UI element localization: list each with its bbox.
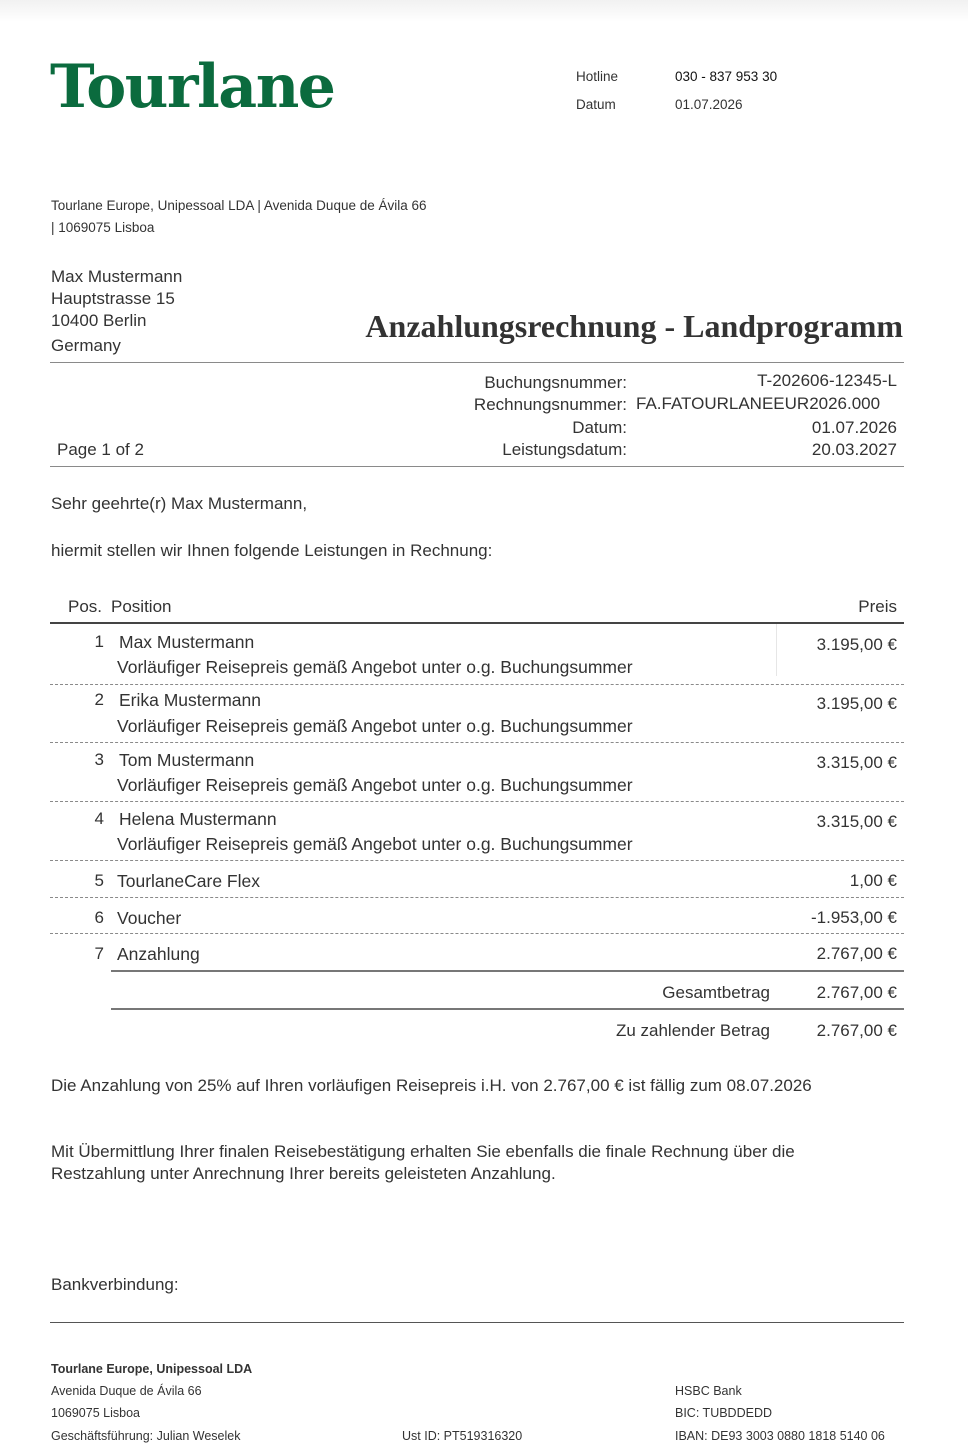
row-divider [50, 860, 904, 861]
subtotal-rule [111, 970, 904, 972]
row-1-pos: 1 [94, 632, 104, 651]
row-5-name: TourlaneCare Flex [117, 871, 260, 891]
row-4-desc: Vorläufiger Reisepreis gemäß Angebot unter o.g. Buchungsummer [117, 834, 633, 854]
row-6-price: -1.953,00 € [810, 908, 897, 927]
footer-city: 1069075 Lisboa [51, 1406, 140, 1420]
row-6-pos: 6 [94, 908, 104, 927]
row-4-price: 3.315,00 € [816, 812, 897, 831]
col-header-position: Position [111, 597, 172, 616]
row-divider [50, 684, 904, 685]
page-indicator: Page 1 of 2 [57, 440, 144, 459]
row-7-pos: 7 [94, 944, 104, 963]
amount-due-value: 2.767,00 € [816, 1021, 897, 1040]
row-divider [50, 933, 904, 934]
row-7-price: 2.767,00 € [816, 944, 897, 963]
final-invoice-note-line-1: Mit Übermittlung Ihrer finalen Reisebestätigung erhalten Sie ebenfalls die finale Rechnung über die [51, 1142, 795, 1161]
salutation: Sehr geehrte(r) Max Mustermann, [51, 494, 308, 513]
col-header-pos: Pos. [68, 597, 103, 616]
recipient-country: Germany [51, 336, 121, 355]
invoice-number-value: FA.FATOURLANEEUR2026.000 [636, 394, 881, 413]
document-title: Anzahlungsrechnung - Landprogramm [365, 308, 903, 344]
meta-divider [50, 466, 904, 467]
header-date-label: Datum [576, 97, 616, 112]
final-invoice-note-line-2: Restzahlung unter Anrechnung Ihrer bereits geleisteten Anzahlung. [51, 1164, 556, 1183]
footer-vat-id: Ust ID: PT519316320 [402, 1429, 523, 1443]
sender-line-2: | 1069075 Lisboa [51, 220, 155, 235]
row-5-price: 1,00 € [849, 871, 897, 890]
row-5-pos: 5 [94, 871, 104, 890]
row-1-desc: Vorläufiger Reisepreis gemäß Angebot unter o.g. Buchungsummer [117, 657, 633, 677]
footer-street: Avenida Duque de Ávila 66 [51, 1384, 202, 1398]
col-header-price: Preis [858, 597, 897, 616]
row-3-price: 3.315,00 € [816, 753, 897, 772]
recipient-name: Max Mustermann [51, 267, 183, 286]
invoice-date-value: 01.07.2026 [811, 418, 897, 437]
booking-number-value: T-202606-12345-L [757, 371, 897, 390]
row-2-desc: Vorläufiger Reisepreis gemäß Angebot unter o.g. Buchungsummer [117, 716, 633, 736]
title-divider [50, 362, 904, 363]
tourlane-logo: Tourlane [50, 52, 335, 122]
footer-bank-name: HSBC Bank [675, 1384, 742, 1398]
row-7-name: Anzahlung [117, 944, 200, 964]
top-fade [0, 0, 968, 22]
row-divider [50, 897, 904, 898]
footer-iban: IBAN: DE93 3003 0880 1818 5140 06 [675, 1429, 885, 1443]
row-3-pos: 3 [94, 750, 104, 769]
bank-heading: Bankverbindung: [51, 1275, 179, 1294]
row-1-name: Max Mustermann [119, 632, 255, 652]
footer-ceo: Geschäftsführung: Julian Weselek [51, 1429, 241, 1443]
row-4-pos: 4 [94, 809, 104, 828]
footer-bic: BIC: TUBDDEDD [675, 1406, 773, 1420]
total-value: 2.767,00 € [816, 983, 897, 1002]
recipient-city: 10400 Berlin [51, 311, 147, 330]
service-date-value: 20.03.2027 [811, 440, 897, 459]
invoice-date-label: Datum: [572, 418, 627, 437]
row-2-name: Erika Mustermann [119, 690, 261, 710]
row-3-desc: Vorläufiger Reisepreis gemäß Angebot unter o.g. Buchungsummer [117, 775, 633, 795]
footer-divider [50, 1322, 904, 1323]
row-divider [50, 801, 904, 802]
row-3-name: Tom Mustermann [119, 750, 255, 770]
row-4-name: Helena Mustermann [119, 809, 277, 829]
header-date-value: 01.07.2026 [675, 97, 743, 112]
row-2-price: 3.195,00 € [816, 694, 897, 713]
sender-line-1: Tourlane Europe, Unipessoal LDA | Avenida Duque de Ávila 66 [51, 198, 427, 213]
footer-company: Tourlane Europe, Unipessoal LDA [51, 1362, 253, 1376]
row-1-price: 3.195,00 € [816, 635, 897, 654]
intro-text: hiermit stellen wir Ihnen folgende Leistungen in Rechnung: [51, 541, 493, 560]
row-divider [50, 742, 904, 743]
hotline-label: Hotline [576, 69, 619, 84]
recipient-street: Hauptstrasse 15 [51, 289, 175, 308]
row-2-pos: 2 [94, 690, 104, 709]
total-rule [111, 1008, 904, 1010]
booking-number-label: Buchungsnummer: [484, 373, 627, 392]
row-6-name: Voucher [117, 908, 182, 928]
deposit-note: Die Anzahlung von 25% auf Ihren vorläufigen Reisepreis i.H. von 2.767,00 € ist fällig zum 08.07.2026 [51, 1076, 812, 1095]
service-date-label: Leistungsdatum: [502, 440, 627, 459]
amount-due-label: Zu zahlender Betrag [615, 1021, 770, 1040]
hotline-value[interactable]: 030 - 837 953 30 [675, 69, 778, 84]
total-label: Gesamtbetrag [662, 983, 770, 1002]
invoice-number-label: Rechnungsnummer: [473, 395, 627, 414]
